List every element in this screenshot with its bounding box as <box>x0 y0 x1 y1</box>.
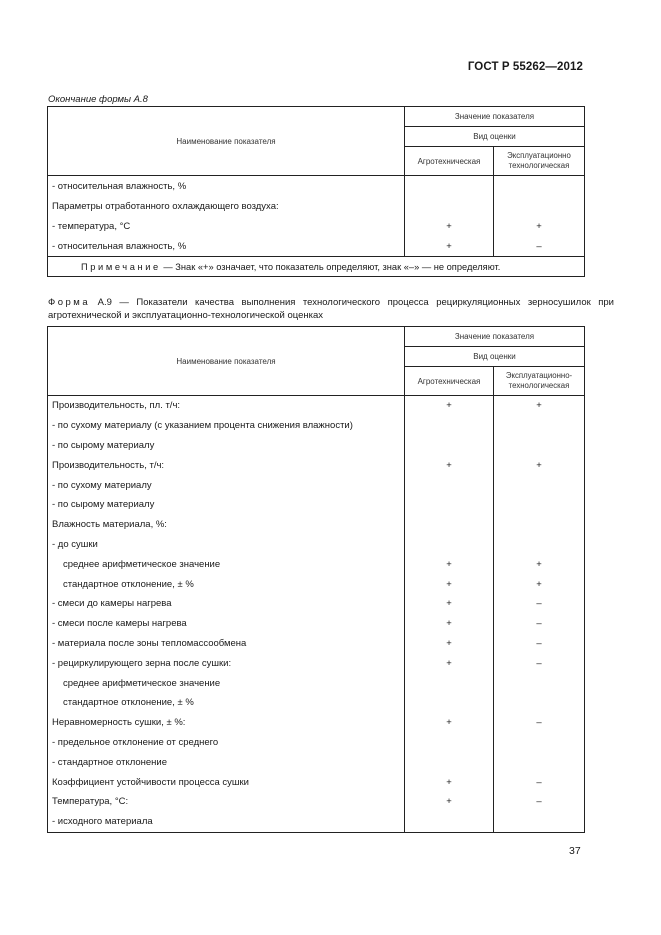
table-row <box>48 752 585 772</box>
table-row <box>48 673 585 693</box>
column-header-name: Наименование показателя <box>48 107 405 176</box>
expl-value: + <box>494 216 585 236</box>
page-number: 37 <box>569 845 581 857</box>
column-header-value: Значение показателя <box>405 327 585 347</box>
column-header-eval-type: Вид оценки <box>405 127 585 147</box>
indicator-name: - предельное отклонение от среднего <box>48 733 405 753</box>
table-row <box>48 416 585 436</box>
column-header-name: Наименование показателя <box>48 327 405 396</box>
indicator-name: Параметры отработанного охлаждающего воздуха: <box>48 196 405 216</box>
expl-value <box>494 475 585 495</box>
expl-value: + <box>494 396 585 416</box>
expl-value: – <box>494 236 585 257</box>
table-row <box>48 436 585 456</box>
agro-value <box>405 495 494 515</box>
table-row <box>48 693 585 713</box>
table-row <box>48 634 585 654</box>
agro-value: + <box>405 236 494 257</box>
indicator-name: - относительная влажность, % <box>48 176 405 197</box>
expl-value: – <box>494 792 585 812</box>
agro-value: + <box>405 772 494 792</box>
table-row <box>48 554 585 574</box>
expl-value <box>494 176 585 197</box>
expl-value <box>494 436 585 456</box>
column-header-agro: Агротехническая <box>405 367 494 396</box>
expl-value: – <box>494 594 585 614</box>
table-row <box>48 594 585 614</box>
expl-value: – <box>494 653 585 673</box>
expl-value <box>494 812 585 832</box>
indicator-name: среднее арифметическое значение <box>48 673 405 693</box>
column-header-eval-type: Вид оценки <box>405 347 585 367</box>
table-row <box>48 653 585 673</box>
agro-value: + <box>405 574 494 594</box>
table-row <box>48 574 585 594</box>
agro-value: + <box>405 455 494 475</box>
agro-value: + <box>405 653 494 673</box>
expl-value: – <box>494 713 585 733</box>
table-row <box>48 713 585 733</box>
column-header-expl: Эксплуатационно- технологическая <box>494 367 585 396</box>
table-row <box>48 535 585 555</box>
table-row <box>48 614 585 634</box>
indicator-name: - стандартное отклонение <box>48 752 405 772</box>
indicator-name: - смеси после камеры нагрева <box>48 614 405 634</box>
agro-value: + <box>405 216 494 236</box>
expl-value <box>494 693 585 713</box>
indicator-name: - по сырому материалу <box>48 436 405 456</box>
indicator-name: - исходного материала <box>48 812 405 832</box>
indicator-name: стандартное отклонение, ± % <box>48 574 405 594</box>
indicator-name: - температура, °С <box>48 216 405 236</box>
agro-value <box>405 196 494 216</box>
column-header-value: Значение показателя <box>405 107 585 127</box>
expl-value: + <box>494 554 585 574</box>
table-row <box>48 196 585 216</box>
column-header-expl: Эксплуатационно технологическая <box>494 147 585 176</box>
column-header-agro: Агротехническая <box>405 147 494 176</box>
table-row <box>48 216 585 236</box>
agro-value <box>405 416 494 436</box>
expl-value <box>494 416 585 436</box>
agro-value <box>405 436 494 456</box>
indicator-name: - по сухому материалу (с указанием процента снижения влажности) <box>48 416 405 436</box>
table-row <box>48 495 585 515</box>
agro-value <box>405 176 494 197</box>
indicator-name: - по сухому материалу <box>48 475 405 495</box>
expl-value <box>494 495 585 515</box>
expl-value: – <box>494 614 585 634</box>
table-row <box>48 475 585 495</box>
indicator-name: - материала после зоны тепломассообмена <box>48 634 405 654</box>
form-a8-caption: Окончание формы А.8 <box>48 94 148 105</box>
indicator-name: - до сушки <box>48 535 405 555</box>
expl-value: – <box>494 634 585 654</box>
table-row <box>48 733 585 753</box>
table-row <box>48 396 585 416</box>
agro-value <box>405 515 494 535</box>
agro-value: + <box>405 396 494 416</box>
expl-value <box>494 515 585 535</box>
indicator-name: Производительность, пл. т/ч: <box>48 396 405 416</box>
form-a9-table <box>47 326 585 833</box>
expl-value: + <box>494 455 585 475</box>
indicator-name: - смеси до камеры нагрева <box>48 594 405 614</box>
agro-value <box>405 752 494 772</box>
expl-value <box>494 673 585 693</box>
table-row <box>48 236 585 257</box>
indicator-name: Неравномерность сушки, ± %: <box>48 713 405 733</box>
document-code: ГОСТ Р 55262—2012 <box>467 61 583 73</box>
agro-value <box>405 673 494 693</box>
agro-value: + <box>405 792 494 812</box>
agro-value <box>405 693 494 713</box>
agro-value <box>405 475 494 495</box>
agro-value: + <box>405 614 494 634</box>
expl-value <box>494 733 585 753</box>
agro-value <box>405 535 494 555</box>
table-note: Примечание — Знак «+» означает, что показатель определяют, знак «–» — не определяют. <box>48 257 585 277</box>
form-a8-table <box>47 106 585 277</box>
indicator-name: - относительная влажность, % <box>48 236 405 257</box>
agro-value <box>405 733 494 753</box>
indicator-name: среднее арифметическое значение <box>48 554 405 574</box>
expl-value <box>494 752 585 772</box>
table-row <box>48 455 585 475</box>
agro-value: + <box>405 634 494 654</box>
expl-value: – <box>494 772 585 792</box>
indicator-name: Коэффициент устойчивости процесса сушки <box>48 772 405 792</box>
agro-value: + <box>405 713 494 733</box>
indicator-name: Влажность материала, %: <box>48 515 405 535</box>
indicator-name: стандартное отклонение, ± % <box>48 693 405 713</box>
agro-value: + <box>405 594 494 614</box>
agro-value <box>405 812 494 832</box>
expl-value <box>494 196 585 216</box>
table-row <box>48 792 585 812</box>
table-row <box>48 176 585 197</box>
table-row <box>48 515 585 535</box>
indicator-name: - рециркулирующего зерна после сушки: <box>48 653 405 673</box>
agro-value: + <box>405 554 494 574</box>
indicator-name: - по сырому материалу <box>48 495 405 515</box>
expl-value <box>494 535 585 555</box>
indicator-name: Температура, °С: <box>48 792 405 812</box>
indicator-name: Производительность, т/ч: <box>48 455 405 475</box>
form-a9-caption: Форма А.9 — Показатели качества выполнения технологического процесса рециркуляционных зерносушилок при агротехнической и эксплуатационно-технологической оценках <box>48 297 614 321</box>
expl-value: + <box>494 574 585 594</box>
table-row <box>48 812 585 832</box>
table-row <box>48 772 585 792</box>
